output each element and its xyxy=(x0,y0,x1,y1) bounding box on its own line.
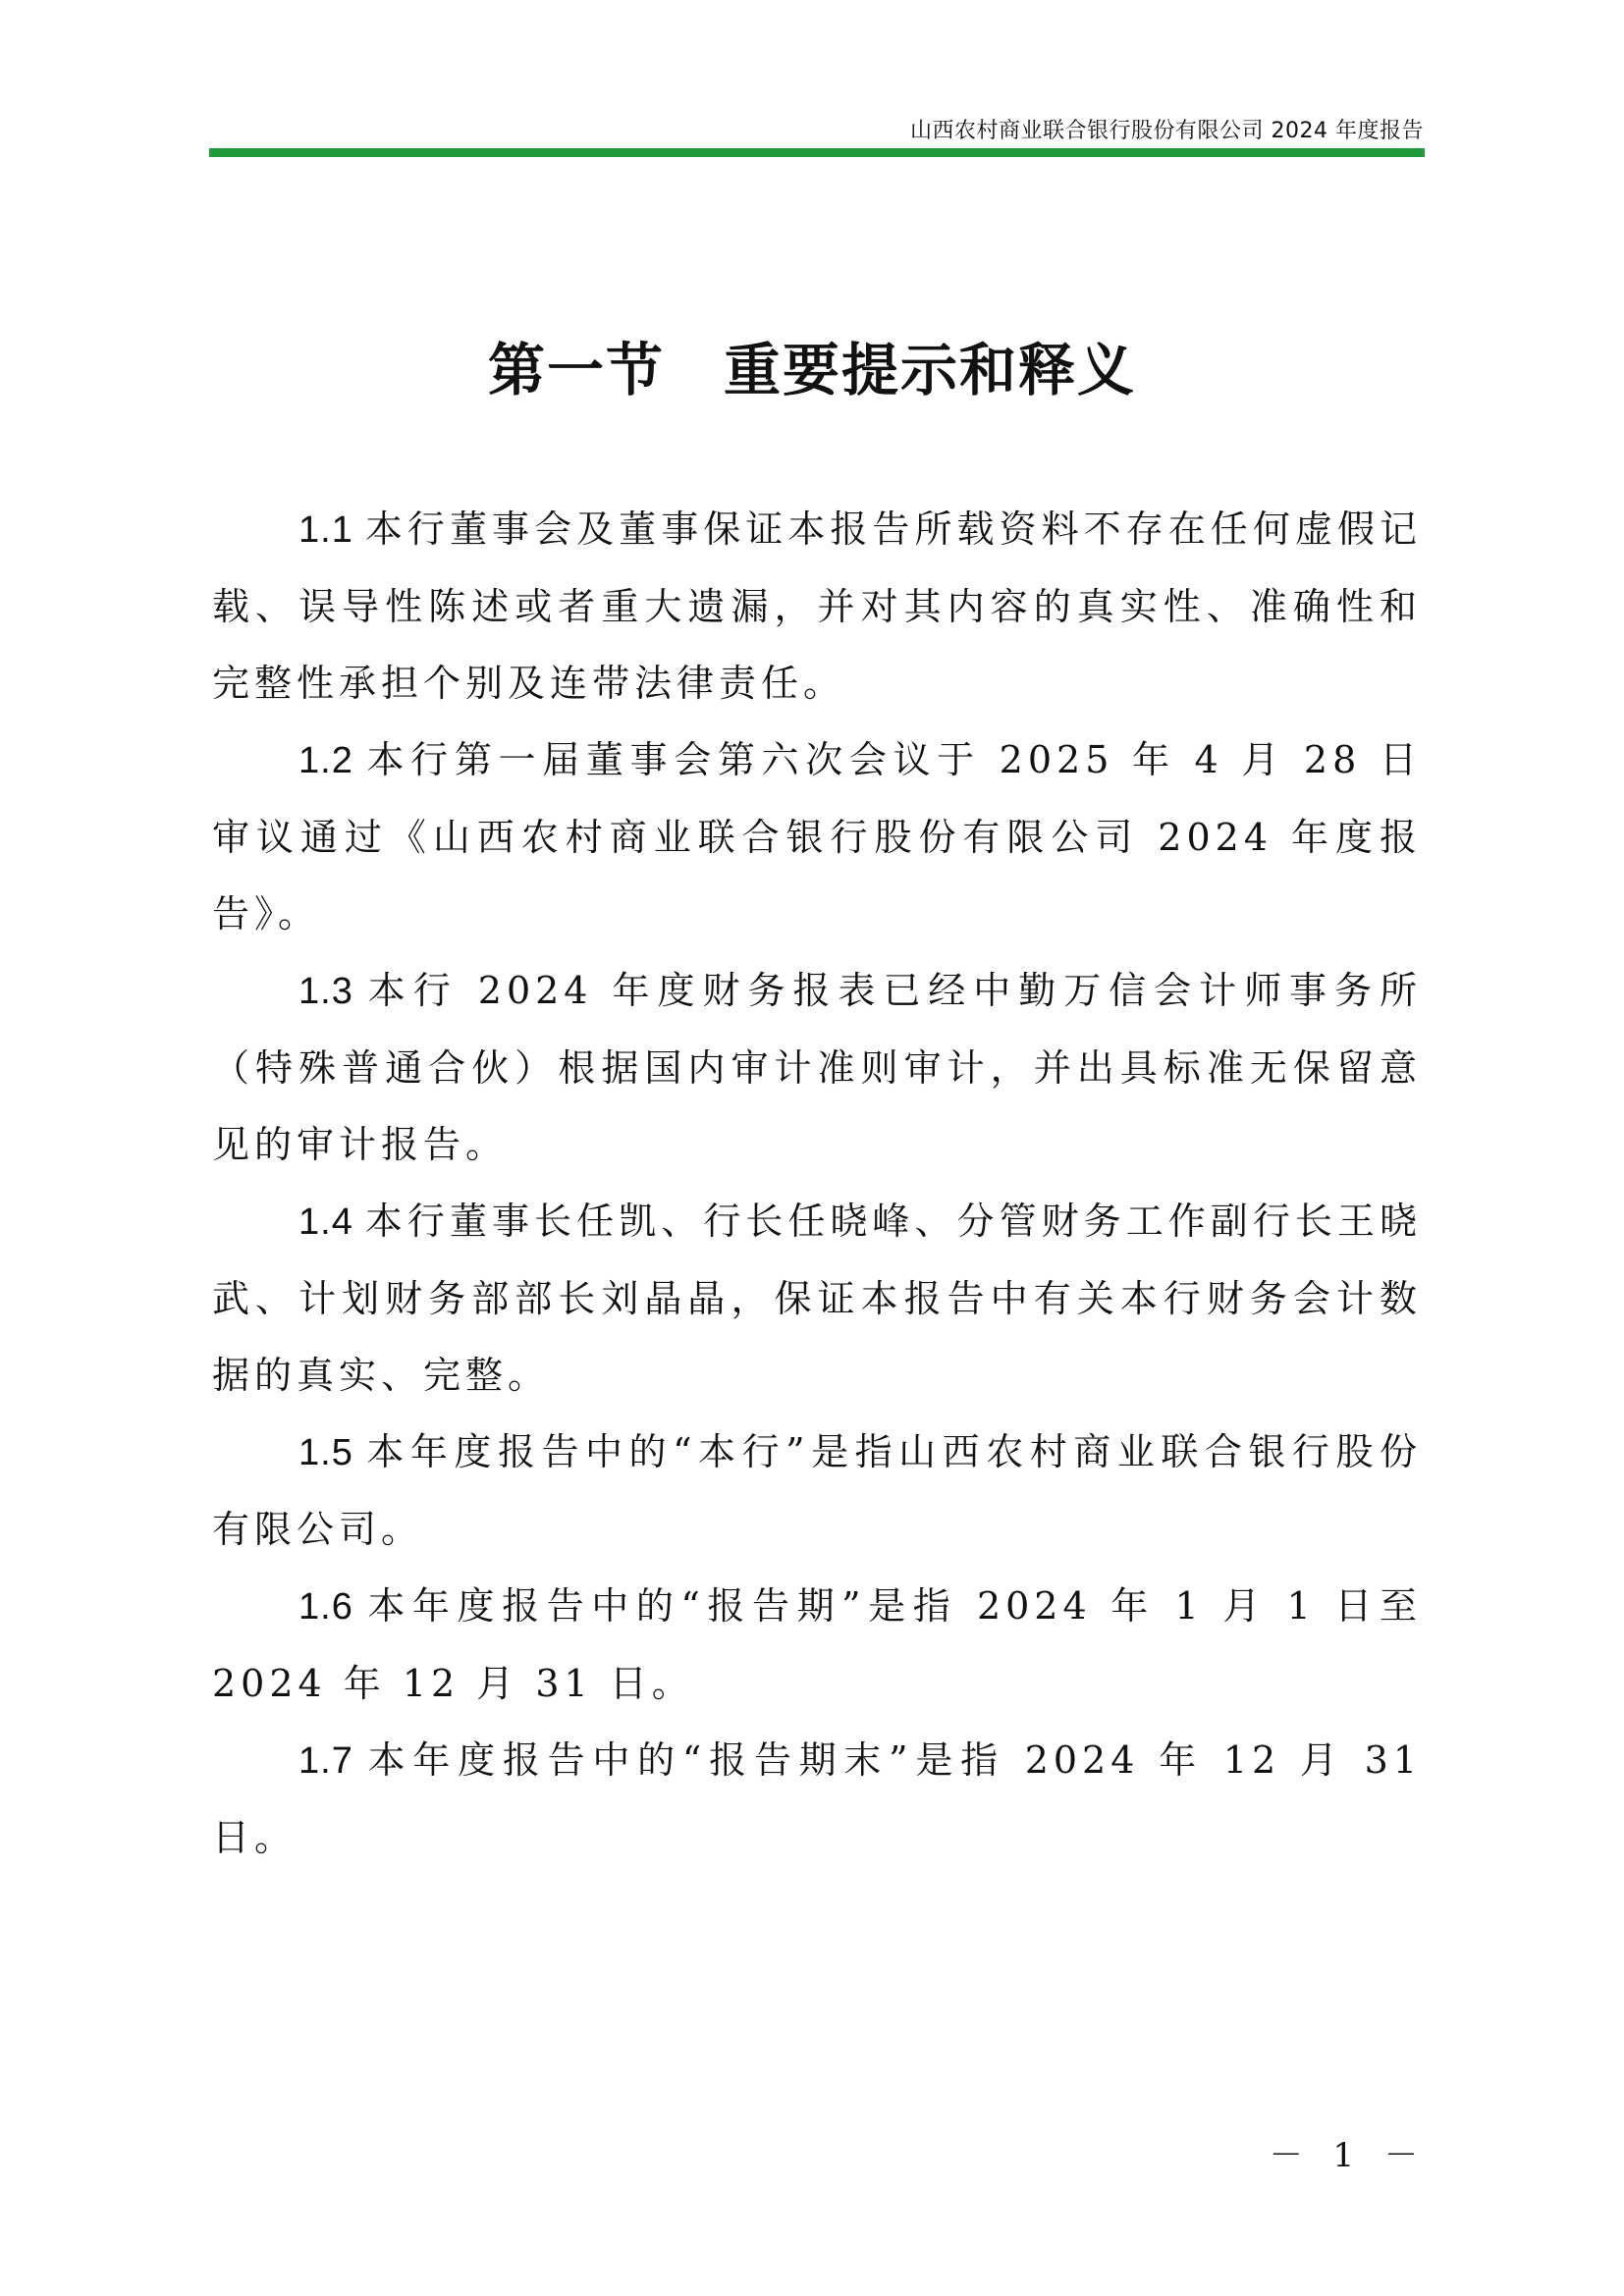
paragraph-1-5 xyxy=(212,1414,1422,1568)
paragraph-text: 本行董事会及董事保证本报告所载资料不存在任何虚假记载、误导性陈述或者重大遗漏，并对其内容的真实性、准确性和完整性承担个别及连带法律责任。 xyxy=(212,507,1422,705)
paragraph-1-1 xyxy=(212,491,1422,721)
paragraph-1-6 xyxy=(212,1568,1422,1722)
paragraph-1-3 xyxy=(212,952,1422,1183)
paragraph-text: 本行董事长任凯、行长任晓峰、分管财务工作副行长王晓武、计划财务部部长刘晶晶，保证本报告中有关本行财务会计数据的真实、完整。 xyxy=(212,1200,1422,1397)
paragraph-text: 本行 2024 年度财务报表已经中勤万信会计师事务所（特殊普通合伙）根据国内审计准则审计，并出具标准无保留意见的审计报告。 xyxy=(212,969,1422,1166)
page-number: － 1 － xyxy=(1269,2136,1428,2175)
section-title: 第一节 重要提示和释义 xyxy=(487,337,1136,403)
paragraph-number: 1.5 xyxy=(298,1432,353,1473)
paragraph-number: 1.3 xyxy=(298,971,353,1012)
paragraph-text: 本年度报告中的“报告期末”是指 2024 年 12 月 31 日。 xyxy=(212,1738,1422,1859)
paragraph-1-7 xyxy=(212,1722,1422,1876)
paragraph-number: 1.1 xyxy=(298,509,353,551)
paragraph-text: 本行第一届董事会第六次会议于 2025 年 4 月 28 日审议通过《山西农村商业联合银行股份有限公司 2024 年度报告》。 xyxy=(212,738,1422,935)
paragraph-1-2 xyxy=(212,721,1422,952)
running-header: 山西农村商业联合银行股份有限公司 2024 年度报告 xyxy=(910,119,1424,143)
header-rule xyxy=(209,148,1425,157)
paragraph-number: 1.6 xyxy=(298,1586,353,1628)
paragraph-text: 本年度报告中的“本行”是指山西农村商业联合银行股份有限公司。 xyxy=(212,1430,1422,1551)
paragraph-text: 本年度报告中的“报告期”是指 2024 年 1 月 1 日至 2024 年 12 月 31 日。 xyxy=(212,1584,1422,1705)
paragraph-number: 1.4 xyxy=(298,1201,353,1243)
section-body xyxy=(212,491,1422,1876)
paragraph-number: 1.7 xyxy=(298,1740,353,1782)
paragraph-1-4 xyxy=(212,1183,1422,1414)
paragraph-number: 1.2 xyxy=(298,740,353,781)
